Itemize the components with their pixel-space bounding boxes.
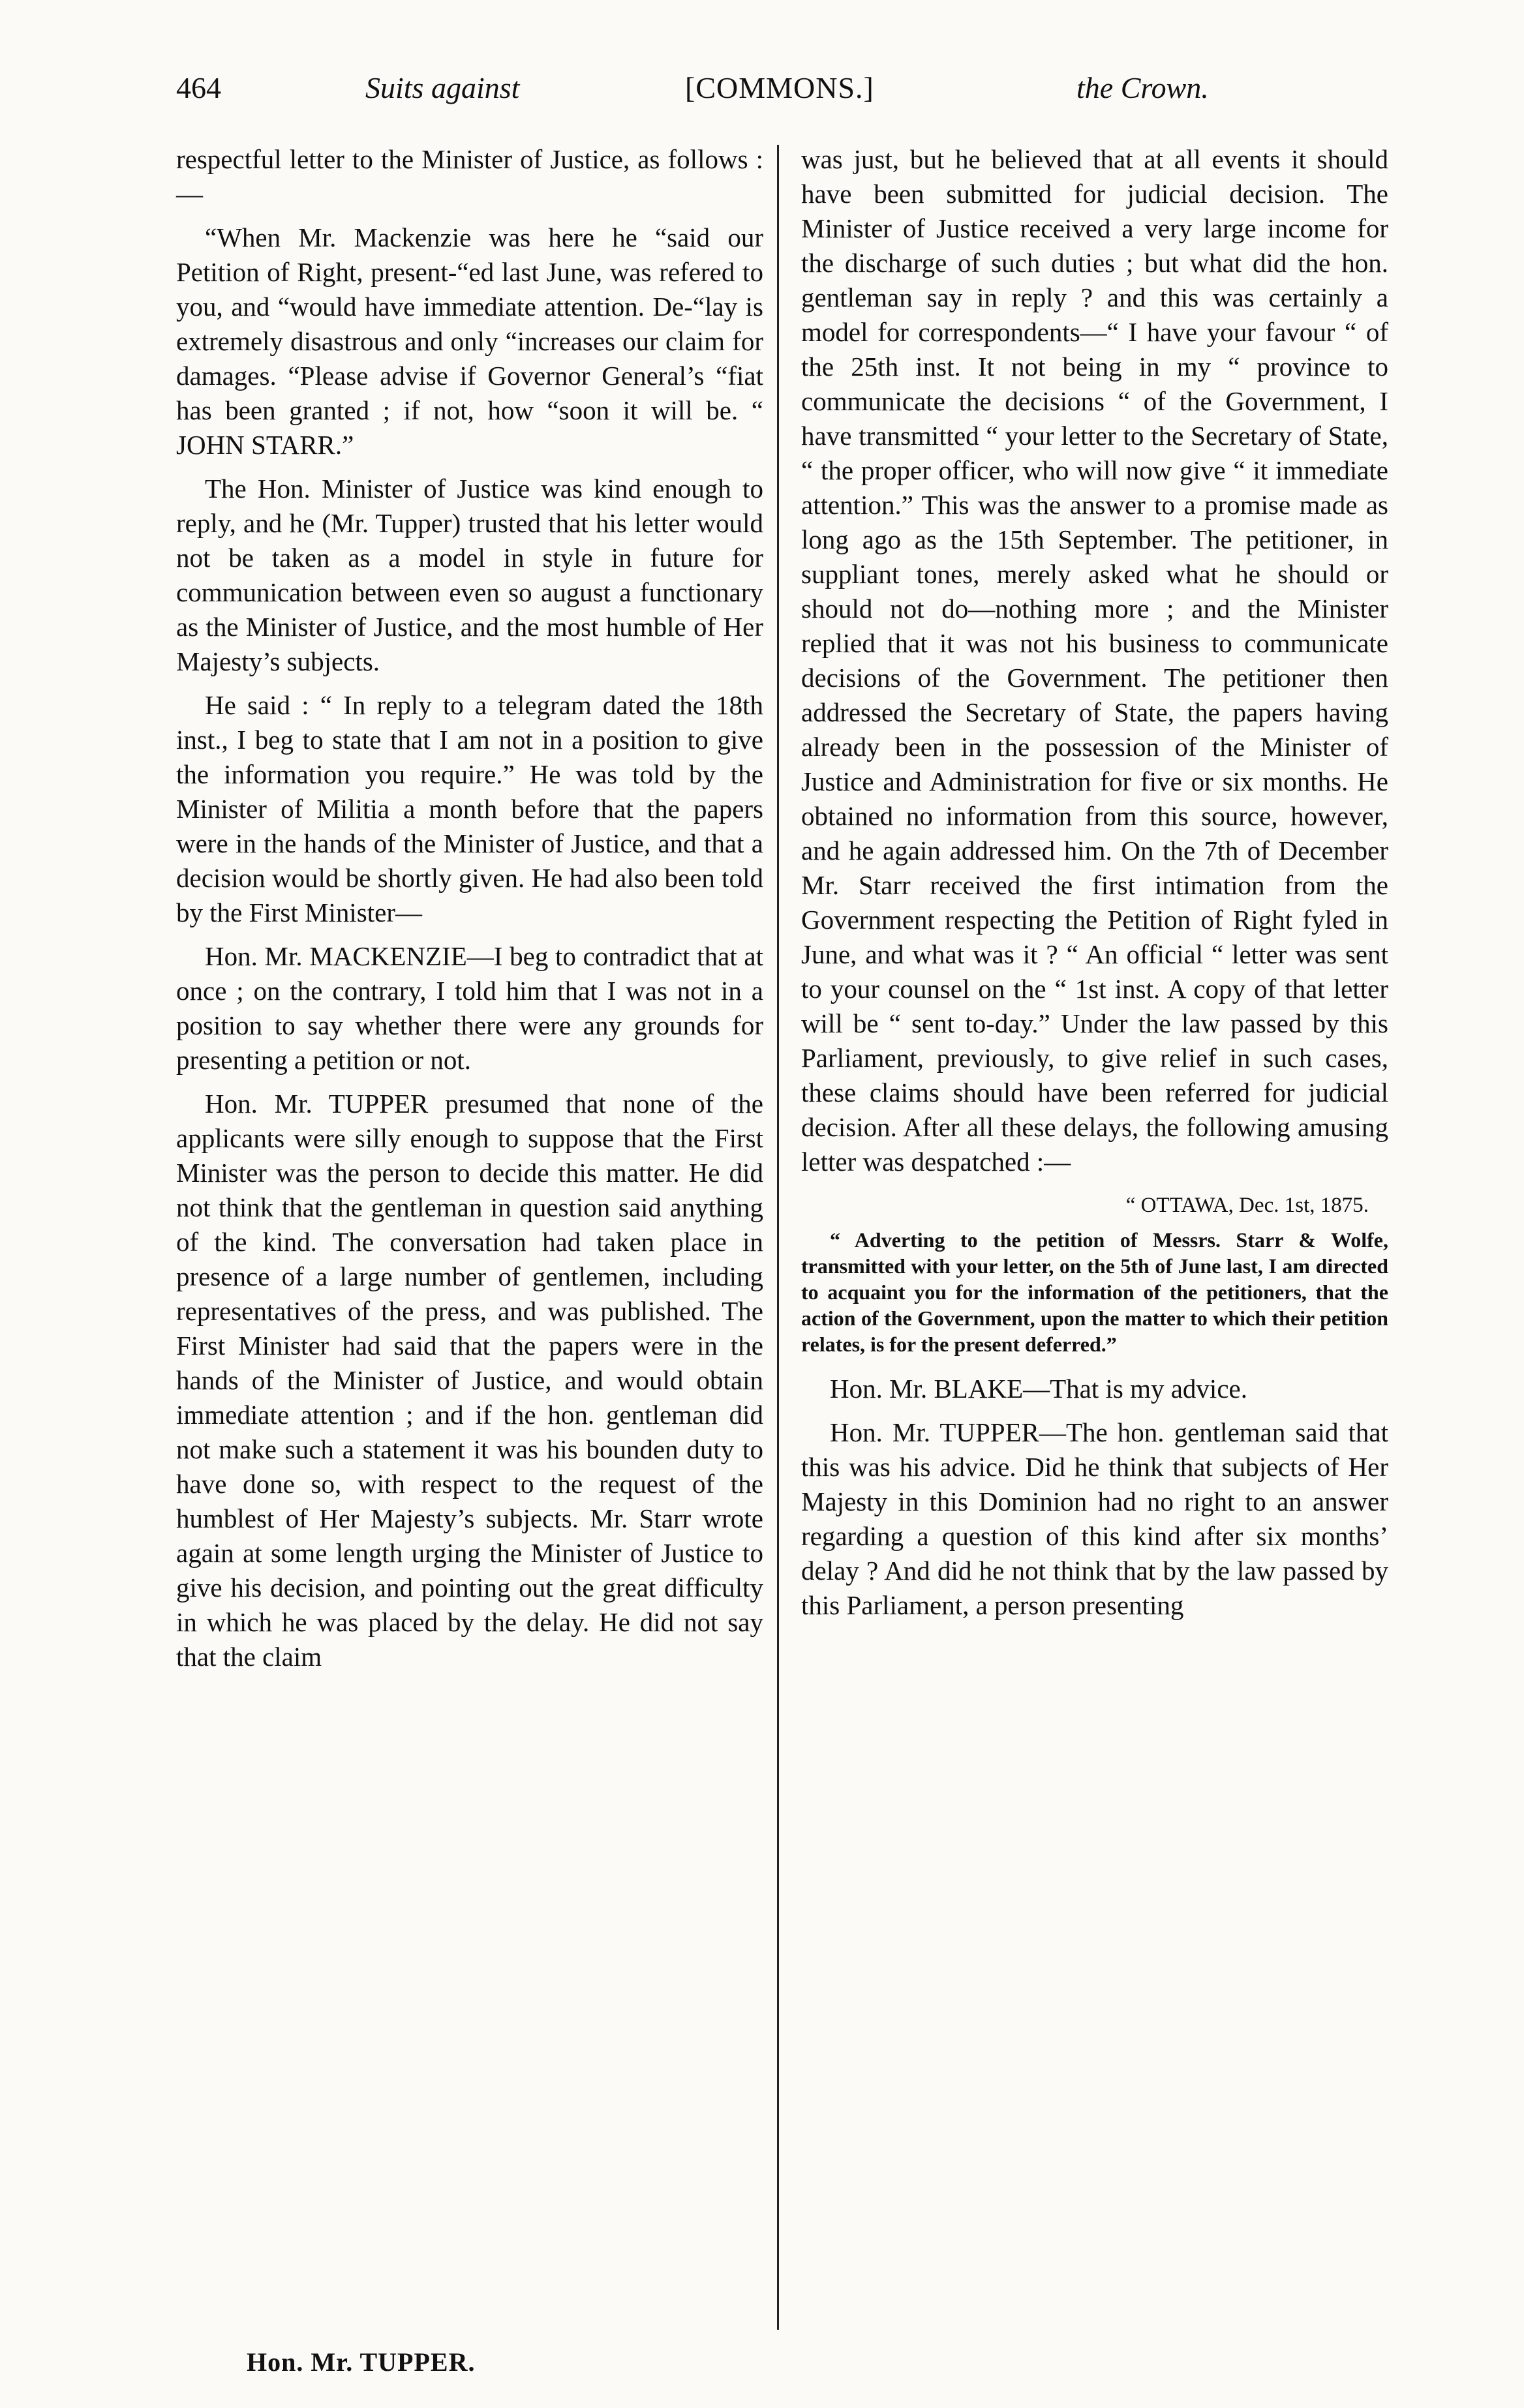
right-column: [801, 142, 1388, 1632]
catchword: Hon. Mr. TUPPER.: [247, 2347, 476, 2377]
paragraph: Hon. Mr. MACKENZIE—I beg to contradict that at once ; on the contrary, I told him that I was not in a position to say whether there were any grounds for presenting a petition or not.: [176, 941, 763, 1075]
paragraph: Hon. Mr. TUPPER presumed that none of the applicants were silly enough to suppose that the First Minister was the person to decide this matter. He did not think that the gentleman in question said anything of the kind. The conversation had taken place in presence of a large number of gentlemen, including representatives of the press, and was published. The First Minister had said that the papers were in the hands of the Minister of Justice, and would obtain immediate attention ; and if the hon. gentleman did not make such a statement it was his bounden duty to have done so, with respect to the request of the humblest of Her Majesty’s subjects. Mr. Starr wrote again at some length urging the Minister of Justice to give his decision, and pointing out the great difficulty in which he was placed by the delay. He did not say that the claim: [176, 1089, 763, 1672]
paragraph: Hon. Mr. BLAKE—That is my advice.: [830, 1374, 1247, 1404]
header-left-title: Suits against: [365, 71, 520, 104]
page-number: 464: [176, 71, 221, 104]
column-rule: [777, 145, 779, 2330]
letter-dateline: “ OTTAWA, Dec. 1st, 1875.: [1125, 1194, 1369, 1217]
left-column: [176, 142, 763, 1683]
paragraph: Hon. Mr. TUPPER—The hon. gentleman said that this was his advice. Did he think that subjects of Her Majesty in this Dominion had no right to an answer regarding a question of this kind after six months’ delay ? And did he not think that by the law passed by this Parliament, a person presenting: [801, 1417, 1388, 1620]
telegram-quote: “When Mr. Mackenzie was here he “said our Petition of Right, present-“ed last June, was refered to you, and “would have immediate attention. De-“lay is extremely disastrous and only “increases our claim for damages. “Please advise if Governor General’s “fiat has been granted ; if not, how “soon it will be. “ JOHN STARR.”: [176, 222, 763, 460]
header-center-title: [COMMONS.]: [685, 71, 874, 104]
header-right-title: the Crown.: [1076, 71, 1209, 104]
paragraph: The Hon. Minister of Justice was kind enough to reply, and he (Mr. Tupper) trusted that his letter would not be taken as a model in style in future for communication between even so august a functionary as the Minister of Justice, and the most humble of Her Majesty’s subjects.: [176, 474, 763, 676]
letter-body: “ Adverting to the petition of Messrs. Starr & Wolfe, transmitted with your letter, on the 5th of June last, I am directed to acquaint you for the information of the petitioners, that the action of the Government, upon the matter to which their petition relates, is for the present deferred.”: [801, 1228, 1388, 1356]
running-header: [176, 70, 1246, 123]
paragraph: He said : “ In reply to a telegram dated the 18th inst., I beg to state that I am not in a position to give the information you require.” He was told by the Minister of Militia a month before that the papers were in the hands of the Minister of Justice, and that a decision would be shortly given. He had also been told by the First Minister—: [176, 690, 763, 927]
paragraph: was just, but he believed that at all events it should have been submitted for judicial decision. The Minister of Justice received a very large income for the discharge of such duties ; but what did the hon. gentleman say in reply ? and this was certainly a model for correspondents—“ I have your favour “ of the 25th inst. It not being in my “ province to communicate the decisions “ of the Government, I have transmitted “ your letter to the Secretary of State, “ the proper officer, who will now give “ it immediate attention.” This was the answer to a promise made as long ago as the 15th September. The petitioner, in suppliant tones, merely asked what he should or should not do—nothing more ; and the Minister replied that it was not his business to communicate decisions of the Government. The petitioner then addressed the Secretary of State, the papers having already been in the possession of the Minister of Justice and Administration for five or six months. He obtained no information from this source, however, and he again addressed him. On the 7th of December Mr. Starr received the first intimation from the Government respecting the Petition of Right fyled in June, and what was it ? “ An official “ letter was sent to your counsel on the “ 1st inst. A copy of that letter will be “ sent to-day.” Under the law passed by this Parliament, previously, to give relief in such cases, these claims should have been referred for judicial decision. After all these delays, the following amusing letter was despatched :—: [801, 144, 1388, 1177]
paragraph: respectful letter to the Minister of Justice, as follows :—: [176, 144, 763, 209]
